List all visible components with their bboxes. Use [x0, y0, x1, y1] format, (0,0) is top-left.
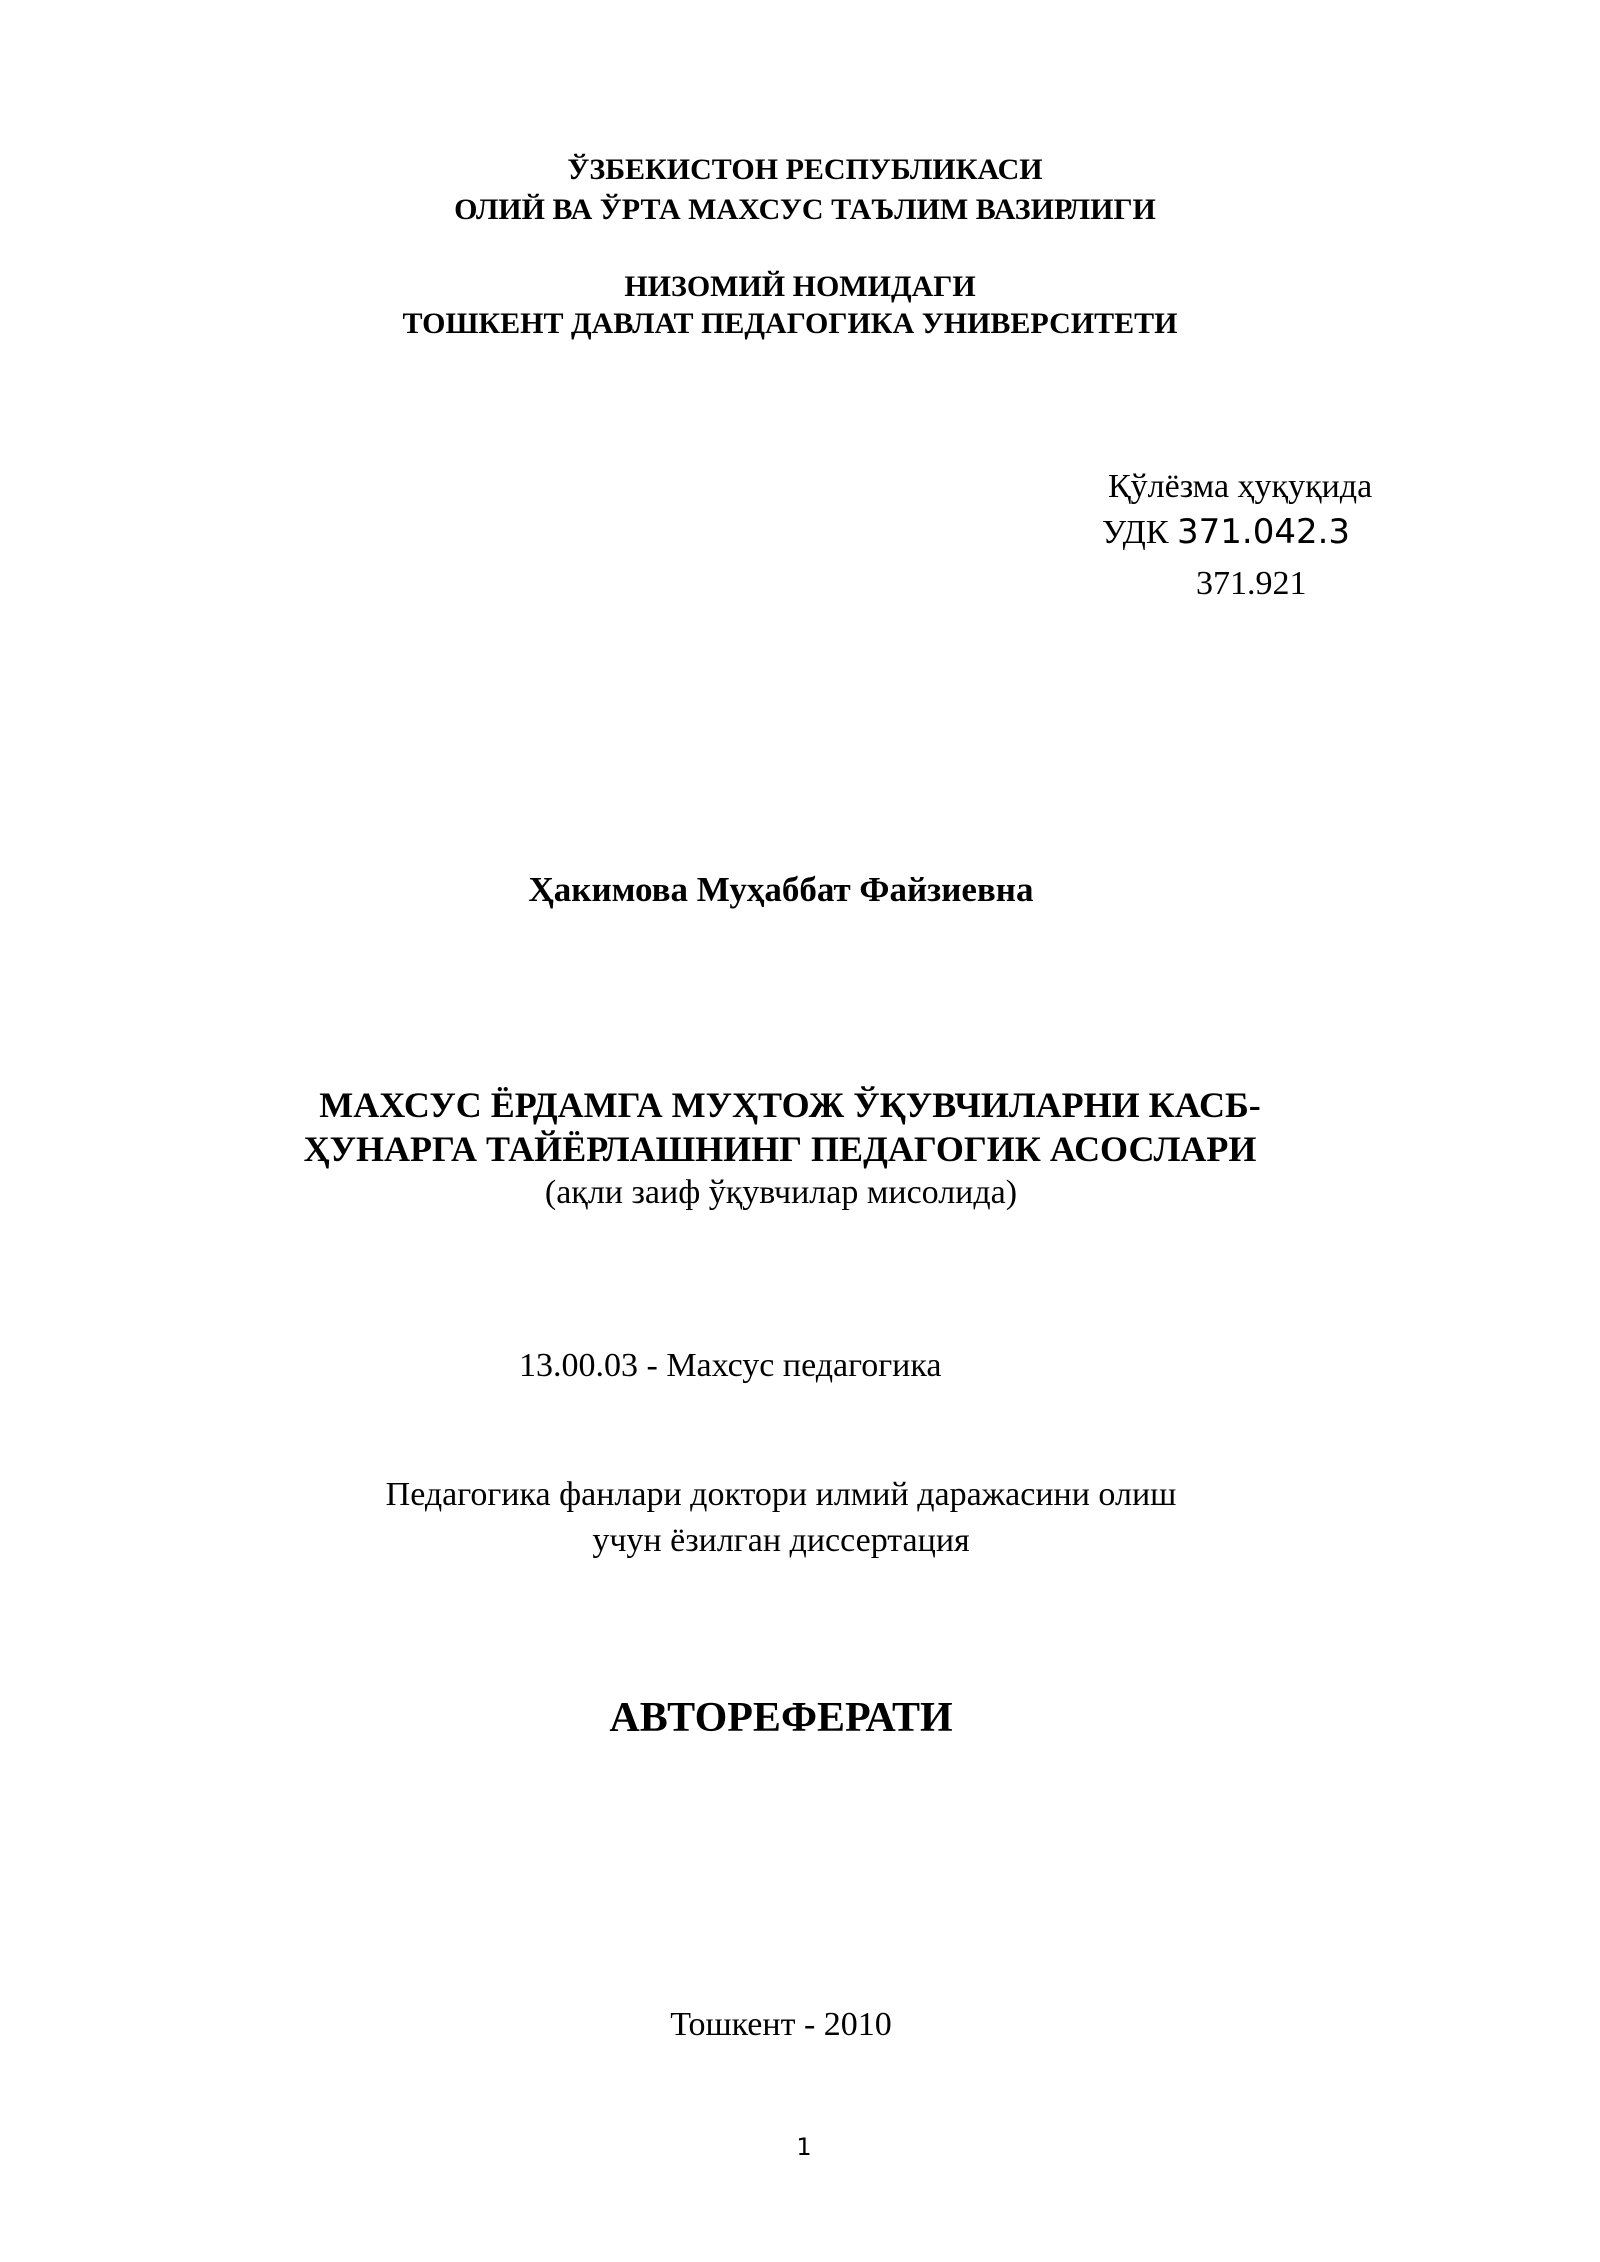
header-named-after: НИЗОМИЙ НОМИДАГИ	[624, 270, 976, 303]
place-year: Тошкент - 2010	[670, 2006, 892, 2043]
header-university: ТОШКЕНТ ДАВЛАТ ПЕДАГОГИКА УНИВЕРСИТЕТИ	[402, 307, 1178, 340]
document-type: АВТОРЕФЕРАТИ	[609, 1695, 953, 1741]
author-name: Ҳакимова Муҳаббат Файзиевна	[528, 870, 1034, 909]
header-country: ЎЗБЕКИСТОН РЕСПУБЛИКАСИ	[567, 153, 1043, 186]
page-number: 1	[796, 2133, 812, 2161]
udk-line	[1102, 512, 1351, 552]
specialty-code: 13.00.03 - Махсус педагогика	[519, 1347, 942, 1384]
udk-code-primary: 371.042.3	[1177, 512, 1351, 552]
title-line-2: ҲУНАРГА ТАЙЁРЛАШНИНГ ПЕДАГОГИК АСОСЛАРИ	[303, 1129, 1257, 1169]
title-line-1: МАХСУС ЁРДАМГА МУҲТОЖ ЎҚУВЧИЛАРНИ КАСБ-	[319, 1085, 1261, 1125]
degree-line-1: Педагогика фанлари доктори илмий даражасини олиш	[385, 1476, 1177, 1513]
title-subtitle: (ақли заиф ўқувчилар мисолида)	[544, 1174, 1018, 1211]
header-ministry: ОЛИЙ ВА ЎРТА МАХСУС ТАЪЛИМ ВАЗИРЛИГИ	[454, 193, 1156, 226]
manuscript-rights: Қўлёзма ҳуқуқида	[1108, 468, 1373, 505]
degree-line-2: учун ёзилган диссертация	[592, 1522, 970, 1559]
udk-label: УДК	[1102, 514, 1169, 551]
udk-code-secondary: 371.921	[1196, 565, 1307, 602]
